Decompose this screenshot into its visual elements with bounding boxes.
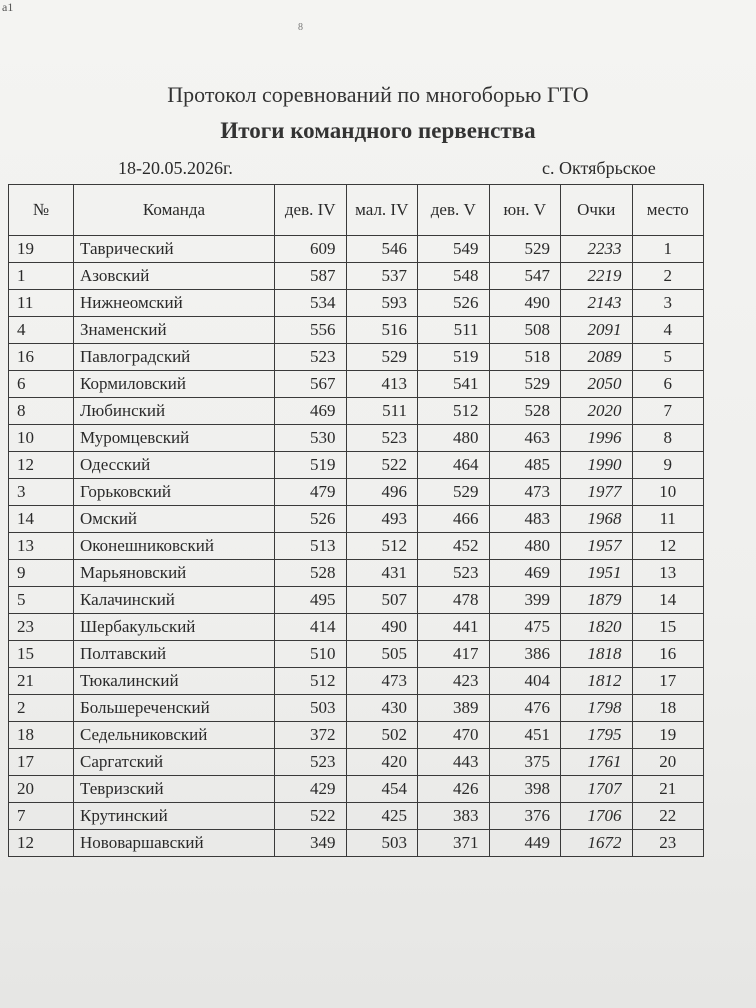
corner-mark: a1 <box>2 0 14 14</box>
cell-girls-iv: 469 <box>275 398 347 425</box>
cell-youth-v: 399 <box>489 587 561 614</box>
cell-girls-iv: 372 <box>275 722 347 749</box>
cell-points: 1996 <box>561 425 633 452</box>
table-row <box>9 317 704 344</box>
column-header-points: Очки <box>561 185 633 236</box>
cell-boys-iv: 431 <box>346 560 418 587</box>
cell-boys-iv: 505 <box>346 641 418 668</box>
cell-boys-iv: 425 <box>346 803 418 830</box>
cell-team: Одесский <box>74 452 275 479</box>
table-row <box>9 371 704 398</box>
cell-number: 6 <box>9 371 74 398</box>
cell-girls-v: 549 <box>418 236 490 263</box>
cell-place: 15 <box>632 614 704 641</box>
cell-team: Марьяновский <box>74 560 275 587</box>
cell-girls-iv: 512 <box>275 668 347 695</box>
cell-team: Шербакульский <box>74 614 275 641</box>
cell-team: Большереченский <box>74 695 275 722</box>
table-row <box>9 749 704 776</box>
cell-team: Горьковский <box>74 479 275 506</box>
cell-girls-iv: 530 <box>275 425 347 452</box>
cell-place: 16 <box>632 641 704 668</box>
cell-girls-iv: 503 <box>275 695 347 722</box>
cell-boys-iv: 537 <box>346 263 418 290</box>
cell-number: 18 <box>9 722 74 749</box>
column-header-boys-iv: мал. IV <box>346 185 418 236</box>
cell-youth-v: 508 <box>489 317 561 344</box>
cell-girls-iv: 522 <box>275 803 347 830</box>
cell-girls-v: 519 <box>418 344 490 371</box>
cell-girls-v: 529 <box>418 479 490 506</box>
cell-girls-iv: 567 <box>275 371 347 398</box>
cell-youth-v: 451 <box>489 722 561 749</box>
document-title: Протокол соревнований по многоборью ГТО <box>167 82 589 107</box>
cell-girls-iv: 523 <box>275 749 347 776</box>
results-table <box>8 184 704 857</box>
cell-girls-iv: 556 <box>275 317 347 344</box>
table-row <box>9 236 704 263</box>
cell-girls-v: 443 <box>418 749 490 776</box>
cell-place: 4 <box>632 317 704 344</box>
cell-boys-iv: 522 <box>346 452 418 479</box>
cell-girls-iv: 587 <box>275 263 347 290</box>
table-row <box>9 425 704 452</box>
cell-girls-v: 389 <box>418 695 490 722</box>
cell-youth-v: 475 <box>489 614 561 641</box>
cell-girls-iv: 523 <box>275 344 347 371</box>
cell-boys-iv: 507 <box>346 587 418 614</box>
cell-girls-iv: 510 <box>275 641 347 668</box>
cell-points: 1820 <box>561 614 633 641</box>
cell-number: 8 <box>9 398 74 425</box>
table-row <box>9 641 704 668</box>
competition-place: с. Октябрьское <box>542 158 656 178</box>
cell-number: 12 <box>9 452 74 479</box>
column-header-place: место <box>632 185 704 236</box>
cell-team: Полтавский <box>74 641 275 668</box>
cell-girls-iv: 528 <box>275 560 347 587</box>
cell-number: 2 <box>9 695 74 722</box>
cell-boys-iv: 502 <box>346 722 418 749</box>
cell-number: 5 <box>9 587 74 614</box>
cell-team: Нововаршавский <box>74 830 275 857</box>
cell-team: Тюкалинский <box>74 668 275 695</box>
cell-girls-v: 371 <box>418 830 490 857</box>
cell-place: 13 <box>632 560 704 587</box>
cell-place: 21 <box>632 776 704 803</box>
cell-boys-iv: 496 <box>346 479 418 506</box>
table-row <box>9 776 704 803</box>
cell-youth-v: 480 <box>489 533 561 560</box>
column-header-team: Команда <box>74 185 275 236</box>
cell-number: 14 <box>9 506 74 533</box>
cell-number: 15 <box>9 641 74 668</box>
cell-team: Калачинский <box>74 587 275 614</box>
cell-place: 18 <box>632 695 704 722</box>
cell-points: 1818 <box>561 641 633 668</box>
cell-youth-v: 483 <box>489 506 561 533</box>
table-row <box>9 398 704 425</box>
cell-youth-v: 529 <box>489 371 561 398</box>
table-row <box>9 668 704 695</box>
cell-boys-iv: 516 <box>346 317 418 344</box>
cell-youth-v: 473 <box>489 479 561 506</box>
cell-girls-v: 541 <box>418 371 490 398</box>
cell-points: 1879 <box>561 587 633 614</box>
table-row <box>9 614 704 641</box>
cell-team: Оконешниковский <box>74 533 275 560</box>
cell-girls-v: 464 <box>418 452 490 479</box>
cell-team: Саргатский <box>74 749 275 776</box>
cell-girls-v: 523 <box>418 560 490 587</box>
cell-girls-iv: 513 <box>275 533 347 560</box>
table-row <box>9 344 704 371</box>
cell-place: 11 <box>632 506 704 533</box>
cell-points: 2233 <box>561 236 633 263</box>
cell-girls-v: 478 <box>418 587 490 614</box>
cell-youth-v: 529 <box>489 236 561 263</box>
cell-number: 17 <box>9 749 74 776</box>
cell-youth-v: 485 <box>489 452 561 479</box>
cell-girls-v: 466 <box>418 506 490 533</box>
cell-points: 1761 <box>561 749 633 776</box>
table-row <box>9 722 704 749</box>
cell-girls-v: 417 <box>418 641 490 668</box>
page-mark: 8 <box>298 22 303 33</box>
cell-points: 1795 <box>561 722 633 749</box>
cell-points: 2143 <box>561 290 633 317</box>
table-row <box>9 560 704 587</box>
cell-youth-v: 375 <box>489 749 561 776</box>
cell-points: 1968 <box>561 506 633 533</box>
cell-youth-v: 490 <box>489 290 561 317</box>
cell-place: 14 <box>632 587 704 614</box>
cell-girls-v: 383 <box>418 803 490 830</box>
cell-number: 1 <box>9 263 74 290</box>
competition-date: 18-20.05.2026г. <box>118 158 233 178</box>
cell-number: 4 <box>9 317 74 344</box>
cell-girls-iv: 534 <box>275 290 347 317</box>
cell-number: 13 <box>9 533 74 560</box>
cell-points: 1812 <box>561 668 633 695</box>
cell-girls-v: 441 <box>418 614 490 641</box>
cell-boys-iv: 546 <box>346 236 418 263</box>
cell-place: 8 <box>632 425 704 452</box>
cell-number: 10 <box>9 425 74 452</box>
cell-girls-iv: 495 <box>275 587 347 614</box>
cell-girls-v: 426 <box>418 776 490 803</box>
cell-number: 16 <box>9 344 74 371</box>
cell-youth-v: 449 <box>489 830 561 857</box>
cell-points: 1707 <box>561 776 633 803</box>
cell-team: Омский <box>74 506 275 533</box>
table-header-row <box>9 185 704 236</box>
cell-girls-iv: 349 <box>275 830 347 857</box>
cell-number: 12 <box>9 830 74 857</box>
column-header-number: № <box>9 185 74 236</box>
results-table-body <box>9 236 704 857</box>
cell-youth-v: 386 <box>489 641 561 668</box>
cell-youth-v: 547 <box>489 263 561 290</box>
cell-points: 2020 <box>561 398 633 425</box>
cell-boys-iv: 490 <box>346 614 418 641</box>
cell-boys-iv: 430 <box>346 695 418 722</box>
cell-points: 1957 <box>561 533 633 560</box>
cell-team: Азовский <box>74 263 275 290</box>
cell-place: 20 <box>632 749 704 776</box>
table-row <box>9 263 704 290</box>
cell-boys-iv: 529 <box>346 344 418 371</box>
cell-boys-iv: 454 <box>346 776 418 803</box>
table-row <box>9 533 704 560</box>
cell-youth-v: 469 <box>489 560 561 587</box>
column-header-girls-iv: дев. IV <box>275 185 347 236</box>
cell-number: 3 <box>9 479 74 506</box>
cell-team: Тевризский <box>74 776 275 803</box>
cell-number: 7 <box>9 803 74 830</box>
cell-place: 6 <box>632 371 704 398</box>
table-row <box>9 479 704 506</box>
cell-points: 1798 <box>561 695 633 722</box>
cell-team: Седельниковский <box>74 722 275 749</box>
cell-girls-v: 512 <box>418 398 490 425</box>
cell-points: 1672 <box>561 830 633 857</box>
cell-place: 23 <box>632 830 704 857</box>
cell-youth-v: 404 <box>489 668 561 695</box>
cell-team: Любинский <box>74 398 275 425</box>
cell-youth-v: 476 <box>489 695 561 722</box>
table-row <box>9 290 704 317</box>
cell-team: Таврический <box>74 236 275 263</box>
cell-points: 1977 <box>561 479 633 506</box>
cell-boys-iv: 473 <box>346 668 418 695</box>
cell-place: 17 <box>632 668 704 695</box>
cell-youth-v: 398 <box>489 776 561 803</box>
cell-team: Муромцевский <box>74 425 275 452</box>
cell-number: 11 <box>9 290 74 317</box>
cell-place: 3 <box>632 290 704 317</box>
cell-girls-iv: 414 <box>275 614 347 641</box>
cell-place: 1 <box>632 236 704 263</box>
cell-girls-v: 470 <box>418 722 490 749</box>
table-row <box>9 506 704 533</box>
table-row <box>9 587 704 614</box>
cell-place: 2 <box>632 263 704 290</box>
cell-team: Знаменский <box>74 317 275 344</box>
cell-boys-iv: 493 <box>346 506 418 533</box>
cell-number: 19 <box>9 236 74 263</box>
cell-number: 23 <box>9 614 74 641</box>
cell-points: 2219 <box>561 263 633 290</box>
cell-girls-iv: 526 <box>275 506 347 533</box>
cell-boys-iv: 420 <box>346 749 418 776</box>
cell-boys-iv: 503 <box>346 830 418 857</box>
cell-points: 2091 <box>561 317 633 344</box>
cell-youth-v: 376 <box>489 803 561 830</box>
table-row <box>9 452 704 479</box>
cell-points: 1990 <box>561 452 633 479</box>
cell-place: 12 <box>632 533 704 560</box>
cell-team: Павлоградский <box>74 344 275 371</box>
cell-girls-iv: 429 <box>275 776 347 803</box>
column-header-girls-v: дев. V <box>418 185 490 236</box>
cell-youth-v: 463 <box>489 425 561 452</box>
cell-girls-iv: 479 <box>275 479 347 506</box>
cell-girls-v: 423 <box>418 668 490 695</box>
cell-girls-iv: 519 <box>275 452 347 479</box>
cell-points: 2050 <box>561 371 633 398</box>
cell-boys-iv: 511 <box>346 398 418 425</box>
table-row <box>9 803 704 830</box>
table-row <box>9 695 704 722</box>
cell-team: Нижнеомский <box>74 290 275 317</box>
cell-place: 22 <box>632 803 704 830</box>
cell-points: 1951 <box>561 560 633 587</box>
cell-points: 1706 <box>561 803 633 830</box>
cell-number: 20 <box>9 776 74 803</box>
cell-place: 5 <box>632 344 704 371</box>
cell-youth-v: 528 <box>489 398 561 425</box>
cell-points: 2089 <box>561 344 633 371</box>
document-subtitle: Итоги командного первенства <box>220 118 536 143</box>
column-header-youth-v: юн. V <box>489 185 561 236</box>
cell-girls-v: 526 <box>418 290 490 317</box>
cell-girls-v: 511 <box>418 317 490 344</box>
cell-boys-iv: 512 <box>346 533 418 560</box>
cell-girls-v: 452 <box>418 533 490 560</box>
cell-team: Кормиловский <box>74 371 275 398</box>
cell-number: 21 <box>9 668 74 695</box>
cell-boys-iv: 413 <box>346 371 418 398</box>
cell-youth-v: 518 <box>489 344 561 371</box>
cell-place: 19 <box>632 722 704 749</box>
cell-boys-iv: 593 <box>346 290 418 317</box>
cell-place: 9 <box>632 452 704 479</box>
cell-girls-iv: 609 <box>275 236 347 263</box>
cell-place: 10 <box>632 479 704 506</box>
table-row <box>9 830 704 857</box>
cell-boys-iv: 523 <box>346 425 418 452</box>
cell-girls-v: 480 <box>418 425 490 452</box>
cell-girls-v: 548 <box>418 263 490 290</box>
cell-team: Крутинский <box>74 803 275 830</box>
cell-number: 9 <box>9 560 74 587</box>
cell-place: 7 <box>632 398 704 425</box>
